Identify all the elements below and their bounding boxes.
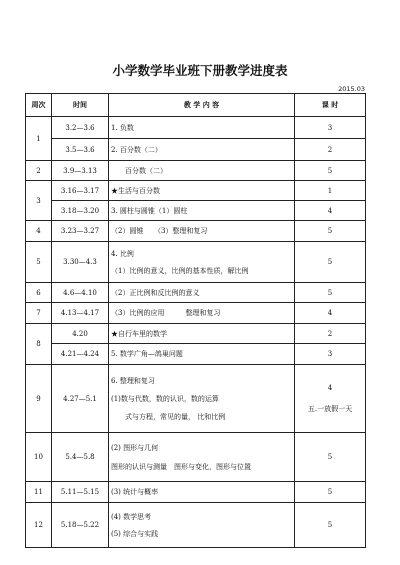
- header-time: 时间: [52, 94, 109, 117]
- time-cell: 4.20: [52, 324, 109, 344]
- content-line: 图形的认识与测量 图形与变化，图形与位置: [111, 462, 251, 471]
- content-cell: [109, 161, 295, 181]
- content-line: (1)数与代数，数的认识，数的运算: [111, 394, 219, 403]
- hours-cell: 5: [295, 433, 366, 482]
- hours-cell: 1: [295, 181, 366, 201]
- week-cell: 6: [26, 283, 52, 303]
- content-line: ★生活与百分数: [111, 186, 160, 195]
- content-cell: [109, 181, 295, 201]
- content-cell: [109, 221, 295, 242]
- header-week: 周次: [26, 94, 52, 117]
- time-cell: 5.18—5.22: [52, 503, 109, 548]
- time-cell: 3.16—3.17: [52, 181, 109, 201]
- header-hours: 课 时: [295, 94, 366, 117]
- hours-cell: 5: [295, 161, 366, 181]
- content-line: 6. 整理和复习: [111, 376, 155, 385]
- time-cell: 3.9—3.13: [52, 161, 109, 181]
- table-row: [26, 365, 366, 433]
- holiday-note: 五.一放假一天: [307, 404, 353, 413]
- table-row: [26, 433, 366, 482]
- table-row: [26, 503, 366, 548]
- time-cell: 4.21—4.24: [52, 344, 109, 365]
- time-cell: 4.6—4.10: [52, 283, 109, 303]
- hours-cell: 4: [295, 303, 366, 324]
- content-cell: [109, 303, 295, 324]
- content-line: （3）比例的应用 整理和复习: [111, 309, 221, 317]
- content-line: 式与方程，常见的量， 比和比例: [125, 412, 226, 421]
- table-row: [26, 117, 366, 139]
- hours-cell: 5: [295, 221, 366, 242]
- content-cell: [109, 365, 295, 433]
- week-cell: 12: [26, 503, 52, 548]
- content-line: (2) 图形与几何: [111, 443, 159, 452]
- table-row: [26, 283, 366, 303]
- hours-cell: 5: [295, 503, 366, 548]
- content-cell: [109, 139, 295, 161]
- header-content: 教 学 内 容: [109, 94, 295, 117]
- time-cell: 3.18—3.20: [52, 201, 109, 221]
- week-cell: 1: [26, 117, 52, 161]
- table-row: [26, 201, 366, 221]
- content-line: 5. 数学广角—鸽巢问题: [111, 350, 183, 358]
- content-cell: [109, 503, 295, 548]
- content-cell: [109, 117, 295, 139]
- table-row: [26, 344, 366, 365]
- time-cell: 3.2—3.6: [52, 117, 109, 139]
- table-row: [26, 482, 366, 503]
- week-cell: 4: [26, 221, 52, 242]
- content-line: (5) 综合与实践: [111, 529, 159, 538]
- time-cell: 5.11—5.15: [52, 482, 109, 503]
- date-label: 2015.03: [338, 85, 365, 93]
- time-cell: 3.5—3.6: [52, 139, 109, 161]
- time-cell: 4.27—5.1: [52, 365, 109, 433]
- content-cell: [109, 344, 295, 365]
- content-cell: [109, 283, 295, 303]
- content-line: (4) 数学思考: [111, 512, 152, 521]
- week-cell: 3: [26, 181, 52, 221]
- week-cell: 5: [26, 242, 52, 283]
- time-cell: 4.13—4.17: [52, 303, 109, 324]
- week-cell: 11: [26, 482, 52, 503]
- page-title: 小学数学毕业班下册教学进度表: [112, 63, 288, 78]
- schedule-table: [25, 93, 366, 548]
- content-cell: [109, 324, 295, 344]
- hours-cell: [295, 365, 366, 433]
- week-cell: 7: [26, 303, 52, 324]
- table-row: [26, 161, 366, 181]
- week-cell: 2: [26, 161, 52, 181]
- time-cell: 3.30—4.3: [52, 242, 109, 283]
- table-header-row: [26, 94, 366, 117]
- table-row: [26, 242, 366, 283]
- hours-cell: 4: [295, 201, 366, 221]
- content-line: (3) 统计与概率: [111, 488, 159, 496]
- content-cell: [109, 433, 295, 482]
- table-row: [26, 139, 366, 161]
- content-line: （2）正比例和反比例的意义: [111, 288, 200, 297]
- week-cell: 10: [26, 433, 52, 482]
- content-cell: [109, 201, 295, 221]
- week-cell: 9: [26, 365, 52, 433]
- content-line: （1）比例的意义，比例的基本性质，解比例: [111, 266, 249, 275]
- content-line: 4. 比例: [111, 249, 134, 258]
- content-line: 2. 百分数（二）: [111, 145, 162, 154]
- table-row: [26, 221, 366, 242]
- content-line: 3. 圆柱与圆锥（1）圆柱: [111, 206, 188, 215]
- content-line: ★自行车里的数学: [111, 329, 167, 338]
- hours-cell: 2: [295, 324, 366, 344]
- content-line: 百分数（二）: [125, 166, 167, 175]
- hours-cell: 3: [295, 117, 366, 139]
- content-cell: [109, 242, 295, 283]
- hours-cell: 2: [295, 139, 366, 161]
- hours-value: 4: [327, 383, 333, 392]
- table-row: [26, 181, 366, 201]
- table-row: [26, 303, 366, 324]
- hours-cell: 3: [295, 344, 366, 365]
- content-line: （2）圆锥 （3）整理和复习: [111, 227, 208, 235]
- week-cell: 8: [26, 324, 52, 365]
- hours-cell: 5: [295, 283, 366, 303]
- table-row: [26, 324, 366, 344]
- hours-cell: 5: [295, 482, 366, 503]
- hours-cell: 5: [295, 242, 366, 283]
- content-cell: [109, 482, 295, 503]
- time-cell: 3.23—3.27: [52, 221, 109, 242]
- time-cell: 5.4—5.8: [52, 433, 109, 482]
- content-line: 1. 负数: [111, 123, 134, 132]
